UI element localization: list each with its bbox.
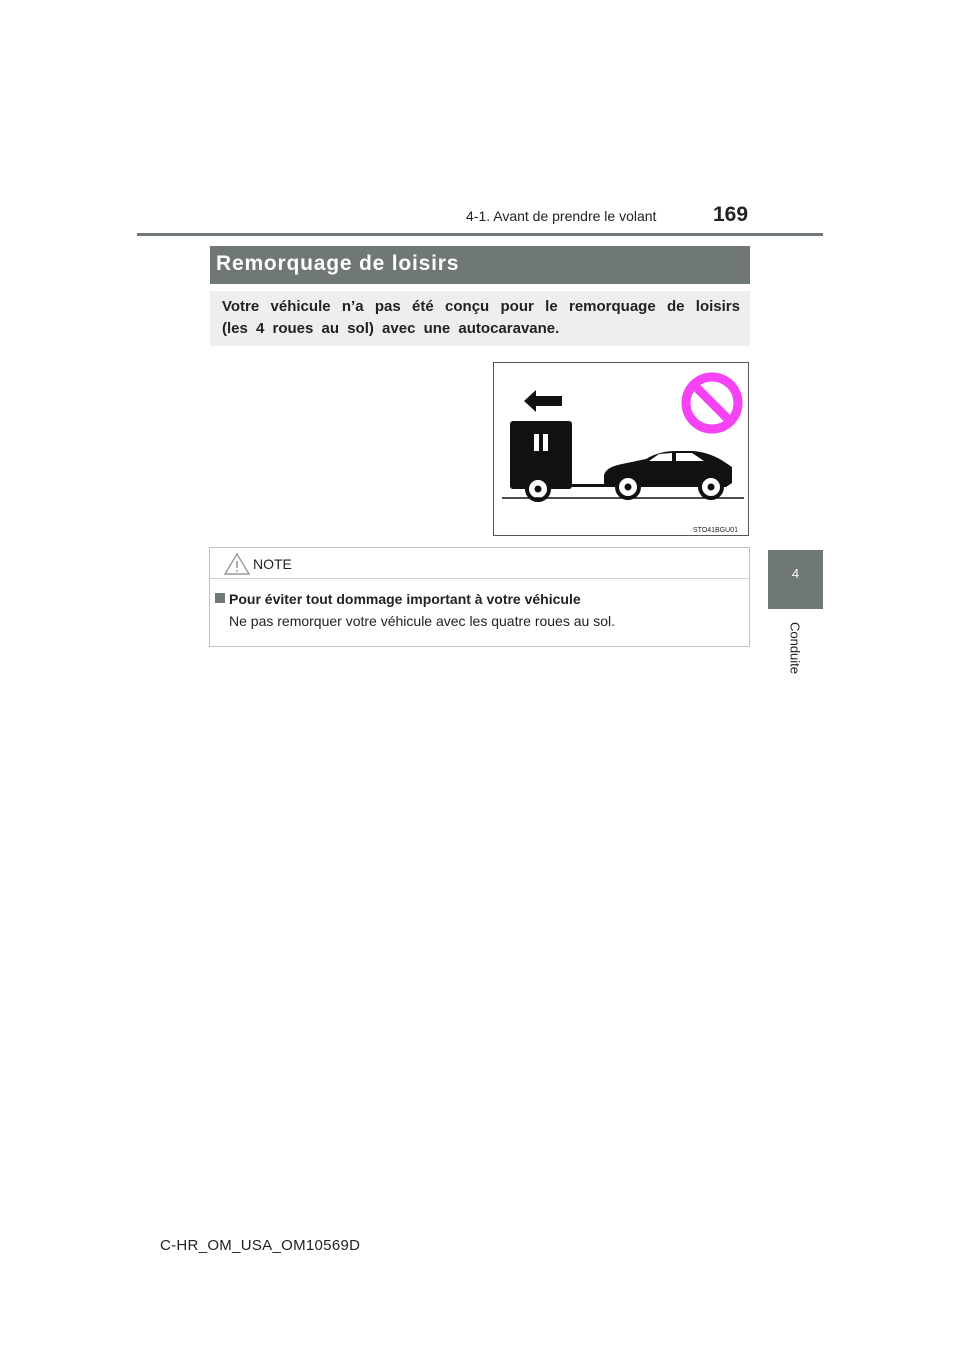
note-divider: [210, 578, 749, 579]
car-icon: [604, 451, 732, 498]
square-bullet-icon: [215, 593, 225, 603]
warning-triangle-icon: [224, 553, 250, 575]
trailer-icon: [510, 421, 608, 500]
towing-illustration-svg: [494, 363, 748, 535]
note-heading: Pour éviter tout dommage important à votre véhicule: [229, 591, 581, 607]
note-body: Ne pas remorquer votre véhicule avec les quatre roues au sol.: [229, 613, 615, 629]
intro-text: Votre véhicule n’a pas été conçu pour le remorquage de loisirs (les 4 roues au sol) avec une autocaravane.: [222, 298, 740, 337]
chapter-title: Conduite: [787, 621, 803, 675]
section-title: Remorquage de loisirs: [216, 252, 460, 275]
note-title: NOTE: [253, 556, 292, 572]
arrow-left-icon: [524, 390, 562, 412]
chapter-number: 4: [791, 566, 800, 581]
illustration-code: STO41BGU01: [693, 527, 739, 534]
header-rule: [137, 233, 823, 236]
running-header-section: 4-1. Avant de prendre le volant: [466, 208, 657, 224]
towing-illustration: [493, 362, 749, 536]
footer-document-code: C-HR_OM_USA_OM10569D: [160, 1237, 361, 1254]
page-number: 169: [713, 203, 749, 226]
prohibition-icon: [686, 377, 738, 429]
